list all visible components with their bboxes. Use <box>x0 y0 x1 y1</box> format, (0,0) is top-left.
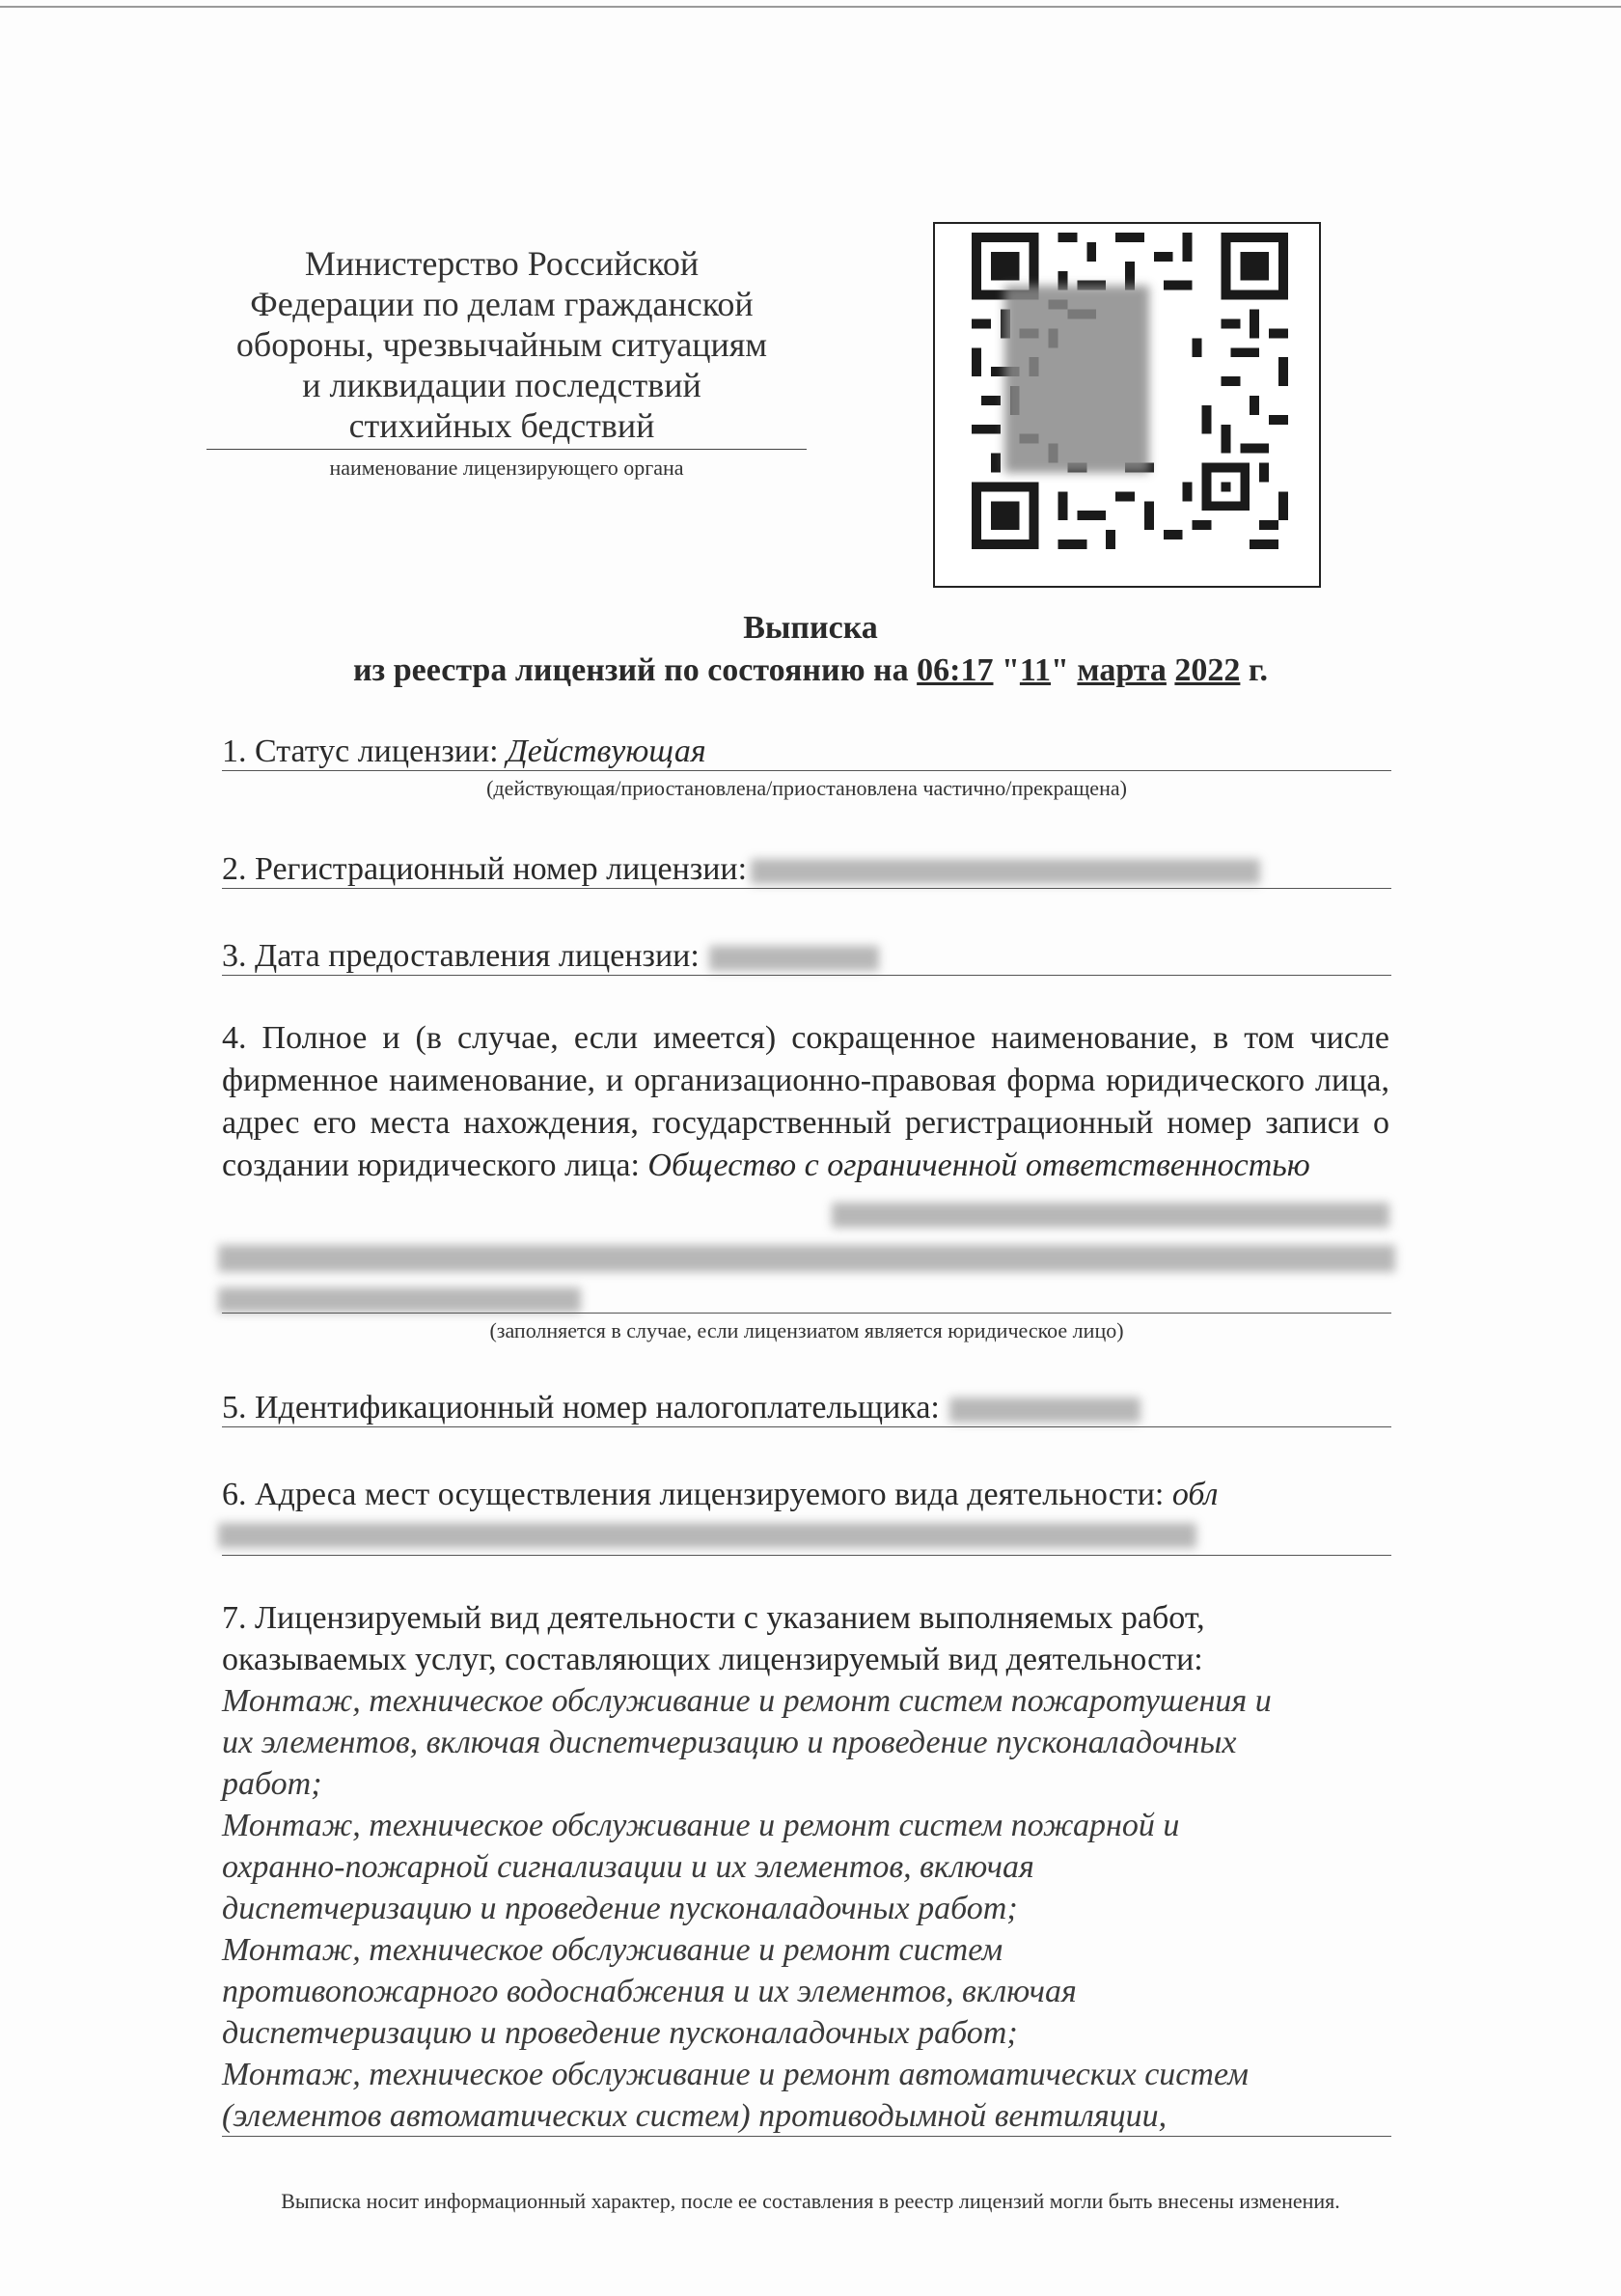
extract-year: 2022 <box>1174 652 1241 688</box>
subtitle-prefix: из реестра лицензий по состоянию на <box>352 652 918 688</box>
ministry-line: стихийных бедствий <box>348 406 655 445</box>
ministry-line: Министерство Российской <box>304 244 700 283</box>
qr-redaction <box>1004 286 1149 473</box>
activity-line: их элементов, включая диспетчеризацию и проведение пусконаладочных <box>222 1725 1237 1760</box>
activity-line: работ; <box>222 1766 322 1802</box>
activity-line: противопожарного водоснабжения и их элементов, включая <box>222 1974 1077 2009</box>
field-underline <box>222 1313 1391 1314</box>
registration-number-label: 2. Регистрационный номер лицензии: <box>222 851 748 887</box>
licensed-activity <box>222 1597 1399 2137</box>
extract-day: 11 <box>1019 652 1051 688</box>
activity-address-redacted <box>218 1523 1196 1548</box>
document-title: Выписка <box>743 610 878 646</box>
activity-line: диспетчеризацию и проведение пусконаладочных работ; <box>222 1891 1018 1926</box>
taxpayer-number-redacted <box>949 1397 1140 1423</box>
activity-addresses-label: 6. Адреса мест осуществления лицензируемого вида деятельности: <box>222 1477 1172 1512</box>
license-date-redacted <box>709 946 879 971</box>
field-underline <box>222 888 1391 889</box>
extract-time: 06:17 <box>917 652 994 688</box>
field-underline <box>222 1426 1391 1427</box>
license-status-label: 1. Статус лицензии: <box>222 733 508 769</box>
subtitle-suffix: г. <box>1240 652 1269 688</box>
activity-line: Монтаж, техническое обслуживание и ремонт систем пожарной и <box>222 1808 1180 1843</box>
field-underline <box>222 975 1391 976</box>
taxpayer-number <box>222 1388 1140 1428</box>
activity-line: Монтаж, техническое обслуживание и ремонт систем пожаротушения и <box>222 1683 1272 1719</box>
legal-entity-value: Общество с ограниченной ответственностью <box>647 1148 1310 1183</box>
field-underline <box>222 770 1391 771</box>
registration-number <box>222 849 1260 890</box>
activity-addresses <box>222 1475 1218 1515</box>
qr-code <box>933 222 1321 588</box>
registration-number-redacted <box>751 859 1260 884</box>
field-underline <box>222 2136 1391 2137</box>
taxpayer-number-label: 5. Идентификационный номер налогоплательщика: <box>222 1390 940 1425</box>
footer-note: Выписка носит информационный характер, после ее составления в реестр лицензий могли быть внесены изменения. <box>281 2189 1340 2213</box>
licensed-activity-label: 7. Лицензируемый вид деятельности с указанием выполняемых работ, <box>222 1600 1205 1636</box>
license-status <box>222 732 706 772</box>
field-underline <box>222 1555 1391 1556</box>
ministry-line: и ликвидации последствий <box>302 366 701 404</box>
activity-addresses-value: обл <box>1171 1477 1219 1512</box>
ministry-underline <box>206 449 807 450</box>
licensed-activity-label: оказываемых услуг, составляющих лицензируемый вид деятельности: <box>222 1642 1203 1677</box>
ministry-caption: наименование лицензирующего органа <box>329 456 684 480</box>
license-status-value: Действующая <box>507 733 706 769</box>
license-status-caption: (действующая/приостановлена/приостановлена частично/прекращена) <box>486 776 1127 800</box>
activity-line: Монтаж, техническое обслуживание и ремонт систем <box>222 1932 1003 1968</box>
activity-line: (элементов автоматических систем) противодымной вентиляции, <box>222 2098 1168 2134</box>
legal-entity-ogrn-redacted <box>218 1287 581 1313</box>
ministry-line: Федерации по делам гражданской <box>250 285 754 323</box>
legal-entity-caption: (заполняется в случае, если лицензиатом является юридическое лицо) <box>489 1318 1124 1342</box>
page-edge-line <box>0 6 1621 8</box>
legal-entity-info <box>222 1017 1389 1187</box>
document-subtitle: из реестра лицензий по состоянию на 06:17 "11" марта 2022 г. <box>352 652 1269 688</box>
activity-line: диспетчеризацию и проведение пусконаладочных работ; <box>222 2015 1018 2051</box>
legal-entity-address-redacted <box>218 1245 1395 1272</box>
activity-line: охранно-пожарной сигнализации и их элементов, включая <box>222 1849 1034 1885</box>
activity-line: Монтаж, техническое обслуживание и ремонт автоматических систем <box>222 2057 1249 2092</box>
license-date <box>222 936 879 977</box>
extract-month: марта <box>1077 652 1167 688</box>
ministry-name <box>203 243 801 446</box>
ministry-line: обороны, чрезвычайным ситуациям <box>235 325 768 364</box>
legal-entity-label: 4. Полное и (в случае, если имеется) сокращенное наименование, в том числе фирменное наименование, и организационно-правовая форма юридического лица, адрес его места нахождения, государственный регистрационный номер записи о создании юридического лица: <box>222 1020 1389 1183</box>
legal-entity-name-redacted <box>832 1203 1389 1228</box>
license-date-label: 3. Дата предоставления лицензии: <box>222 938 700 974</box>
